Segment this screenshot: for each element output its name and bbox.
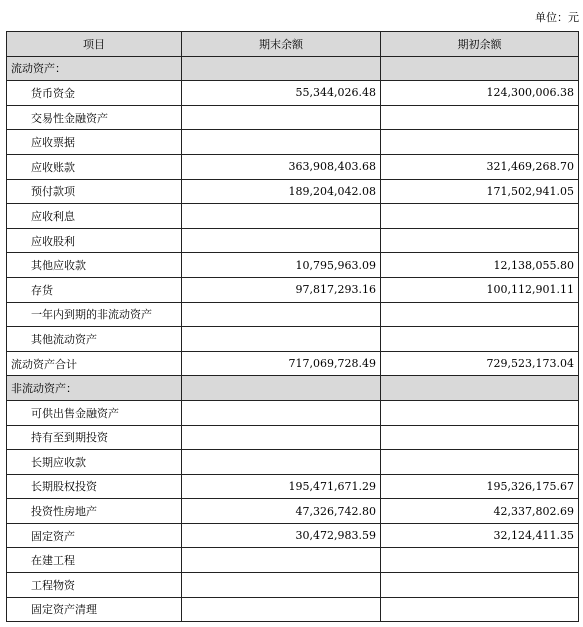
beginning-balance-cell	[381, 56, 579, 81]
ending-balance-cell: 10,795,963.09	[182, 253, 381, 278]
ending-balance-cell	[182, 450, 381, 475]
table-row	[7, 548, 579, 573]
table-row	[7, 523, 579, 548]
beginning-balance-cell	[381, 228, 579, 253]
beginning-balance-cell: 42,337,802.69	[381, 499, 579, 524]
table-row	[7, 253, 579, 278]
row-label: 固定资产清理	[7, 597, 182, 622]
section-row	[7, 376, 579, 401]
row-label: 应收利息	[7, 204, 182, 229]
beginning-balance-cell	[381, 425, 579, 450]
beginning-balance-cell: 729,523,173.04	[381, 351, 579, 376]
row-label: 工程物资	[7, 573, 182, 598]
row-label: 流动资产合计	[7, 351, 182, 376]
balance-sheet-table	[6, 31, 579, 622]
beginning-balance-cell	[381, 302, 579, 327]
ending-balance-cell	[182, 228, 381, 253]
ending-balance-cell	[182, 548, 381, 573]
table-row	[7, 204, 579, 229]
row-label: 一年内到期的非流动资产	[7, 302, 182, 327]
table-row	[7, 450, 579, 475]
table-row	[7, 400, 579, 425]
beginning-balance-cell: 124,300,006.38	[381, 81, 579, 106]
ending-balance-cell	[182, 376, 381, 401]
ending-balance-cell	[182, 302, 381, 327]
row-label: 长期股权投资	[7, 474, 182, 499]
header-item: 项目	[7, 32, 182, 57]
beginning-balance-cell	[381, 105, 579, 130]
ending-balance-cell: 55,344,026.48	[182, 81, 381, 106]
beginning-balance-cell	[381, 573, 579, 598]
header-ending-balance: 期末余额	[182, 32, 381, 57]
table-row	[7, 302, 579, 327]
row-label: 应收股利	[7, 228, 182, 253]
unit-label: 单位：元	[535, 11, 579, 24]
table-row	[7, 154, 579, 179]
table-row	[7, 573, 579, 598]
ending-balance-cell	[182, 597, 381, 622]
row-label: 长期应收款	[7, 450, 182, 475]
beginning-balance-cell	[381, 548, 579, 573]
ending-balance-cell	[182, 573, 381, 598]
table-row	[7, 597, 579, 622]
ending-balance-cell: 363,908,403.68	[182, 154, 381, 179]
ending-balance-cell	[182, 327, 381, 352]
row-label: 应收票据	[7, 130, 182, 155]
row-label: 投资性房地产	[7, 499, 182, 524]
beginning-balance-cell: 12,138,055.80	[381, 253, 579, 278]
beginning-balance-cell	[381, 597, 579, 622]
ending-balance-cell	[182, 56, 381, 81]
ending-balance-cell: 195,471,671.29	[182, 474, 381, 499]
ending-balance-cell	[182, 105, 381, 130]
row-label: 在建工程	[7, 548, 182, 573]
row-label: 其他流动资产	[7, 327, 182, 352]
row-label: 应收账款	[7, 154, 182, 179]
row-label: 其他应收款	[7, 253, 182, 278]
ending-balance-cell	[182, 400, 381, 425]
row-label: 存货	[7, 277, 182, 302]
beginning-balance-cell	[381, 450, 579, 475]
ending-balance-cell: 30,472,983.59	[182, 523, 381, 548]
row-label: 非流动资产：	[7, 376, 182, 401]
table-row	[7, 327, 579, 352]
table-row	[7, 425, 579, 450]
table-row	[7, 499, 579, 524]
header-row	[7, 32, 579, 57]
beginning-balance-cell: 321,469,268.70	[381, 154, 579, 179]
beginning-balance-cell: 32,124,411.35	[381, 523, 579, 548]
ending-balance-cell: 97,817,293.16	[182, 277, 381, 302]
beginning-balance-cell	[381, 376, 579, 401]
table-row	[7, 474, 579, 499]
ending-balance-cell	[182, 204, 381, 229]
table-row	[7, 105, 579, 130]
ending-balance-cell: 717,069,728.49	[182, 351, 381, 376]
beginning-balance-cell	[381, 400, 579, 425]
row-label: 流动资产：	[7, 56, 182, 81]
ending-balance-cell	[182, 425, 381, 450]
row-label: 持有至到期投资	[7, 425, 182, 450]
row-label: 固定资产	[7, 523, 182, 548]
table-row	[7, 228, 579, 253]
beginning-balance-cell: 100,112,901.11	[381, 277, 579, 302]
table-row	[7, 179, 579, 204]
total-row	[7, 351, 579, 376]
row-label: 可供出售金融资产	[7, 400, 182, 425]
beginning-balance-cell	[381, 327, 579, 352]
beginning-balance-cell	[381, 204, 579, 229]
row-label: 交易性金融资产	[7, 105, 182, 130]
ending-balance-cell: 189,204,042.08	[182, 179, 381, 204]
header-beginning-balance: 期初余额	[381, 32, 579, 57]
beginning-balance-cell: 195,326,175.67	[381, 474, 579, 499]
ending-balance-cell	[182, 130, 381, 155]
table-row	[7, 81, 579, 106]
row-label: 货币资金	[7, 81, 182, 106]
row-label: 预付款项	[7, 179, 182, 204]
ending-balance-cell: 47,326,742.80	[182, 499, 381, 524]
beginning-balance-cell	[381, 130, 579, 155]
table-row	[7, 277, 579, 302]
section-row	[7, 56, 579, 81]
table-row	[7, 130, 579, 155]
beginning-balance-cell: 171,502,941.05	[381, 179, 579, 204]
